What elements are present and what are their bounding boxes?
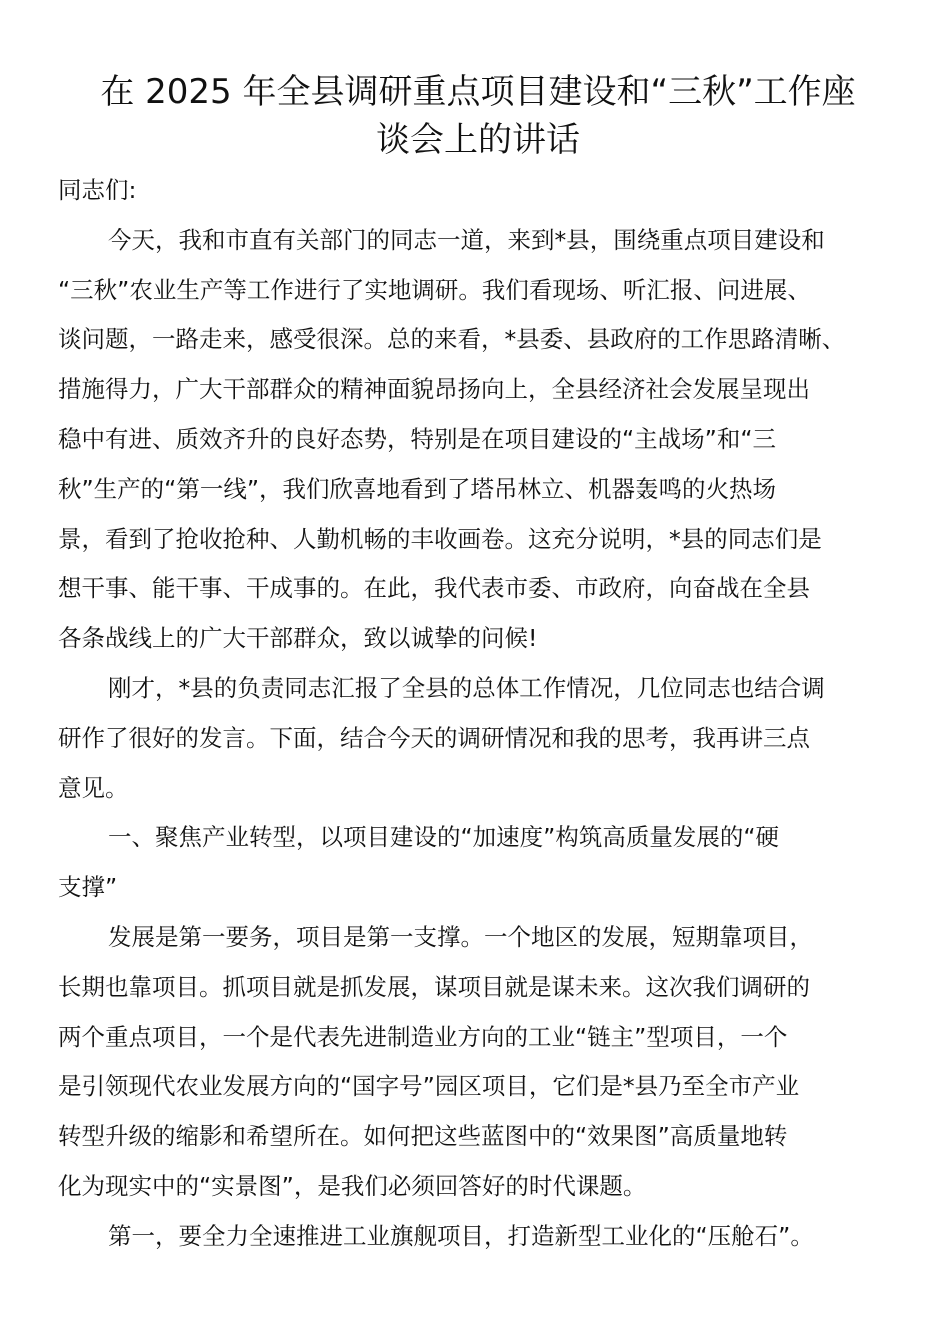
paragraph-line: “三秋”农业生产等工作进行了实地调研。我们看现场、听汇报、问进展、 xyxy=(58,275,811,304)
salutation: 同志们: xyxy=(58,176,137,204)
paragraph-line: 谈问题，一路走来，感受很深。总的来看，*县委、县政府的工作思路清晰、 xyxy=(58,325,846,354)
paragraph-line: 化为现实中的“实景图”，是我们必须回答好的时代课题。 xyxy=(58,1171,647,1200)
paragraph-section-1-intro xyxy=(58,913,898,1212)
section-heading-1 xyxy=(58,813,898,913)
paragraph-line: 今天，我和市直有关部门的同志一道，来到*县，围绕重点项目建设和 xyxy=(108,225,825,254)
heading-line: 支撑” xyxy=(58,873,118,902)
title-line: 在 2025 年全县调研重点项目建设和“三秋”工作座 xyxy=(100,72,856,112)
paragraph-line: 第一，要全力全速推进工业旗舰项目，打造新型工业化的“压舱石”。 xyxy=(108,1221,814,1250)
paragraph-line: 秋”生产的“第一线”，我们欣喜地看到了塔吊林立、机器轰鸣的火热场 xyxy=(58,474,777,503)
paragraph-line: 措施得力，广大干部群众的精神面貌昂扬向上，全县经济社会发展呈现出 xyxy=(58,375,810,404)
paragraph-opening xyxy=(58,216,898,664)
heading-line: 一、聚焦产业转型，以项目建设的“加速度”构筑高质量发展的“硬 xyxy=(108,823,780,852)
paragraph-line: 稳中有进、质效齐升的良好态势，特别是在项目建设的“主战场”和“三 xyxy=(58,424,777,453)
paragraph-line: 转型升级的缩影和希望所在。如何把这些蓝图中的“效果图”高质量地转 xyxy=(58,1122,788,1151)
paragraph-point-1 xyxy=(58,1212,898,1262)
paragraph-line: 长期也靠项目。抓项目就是抓发展，谋项目就是谋未来。这次我们调研的 xyxy=(58,972,810,1001)
paragraph-line: 各条战线上的广大干部群众，致以诚挚的问候! xyxy=(58,624,538,653)
paragraph-line: 研作了很好的发言。下面，结合今天的调研情况和我的思考，我再讲三点 xyxy=(58,723,810,752)
title-line: 谈会上的讲话 xyxy=(376,120,580,160)
document-title xyxy=(58,68,898,164)
paragraph-line: 想干事、能干事、干成事的。在此，我代表市委、市政府，向奋战在全县 xyxy=(58,574,810,603)
paragraph-line: 意见。 xyxy=(58,773,129,802)
paragraph-transition xyxy=(58,664,898,813)
paragraph-line: 是引领现代农业发展方向的“国字号”园区项目，它们是*县乃至全市产业 xyxy=(58,1072,800,1101)
document-body xyxy=(58,166,898,1262)
paragraph-line: 景，看到了抢收抢种、人勤机畅的丰收画卷。这充分说明，*县的同志们是 xyxy=(58,524,822,553)
paragraph-line: 两个重点项目，一个是代表先进制造业方向的工业“链主”型项目，一个 xyxy=(58,1022,788,1051)
paragraph-line: 发展是第一要务，项目是第一支撑。一个地区的发展，短期靠项目， xyxy=(108,922,813,951)
document-page xyxy=(58,68,898,1262)
paragraph-line: 刚才，*县的负责同志汇报了全县的总体工作情况，几位同志也结合调 xyxy=(108,673,825,702)
